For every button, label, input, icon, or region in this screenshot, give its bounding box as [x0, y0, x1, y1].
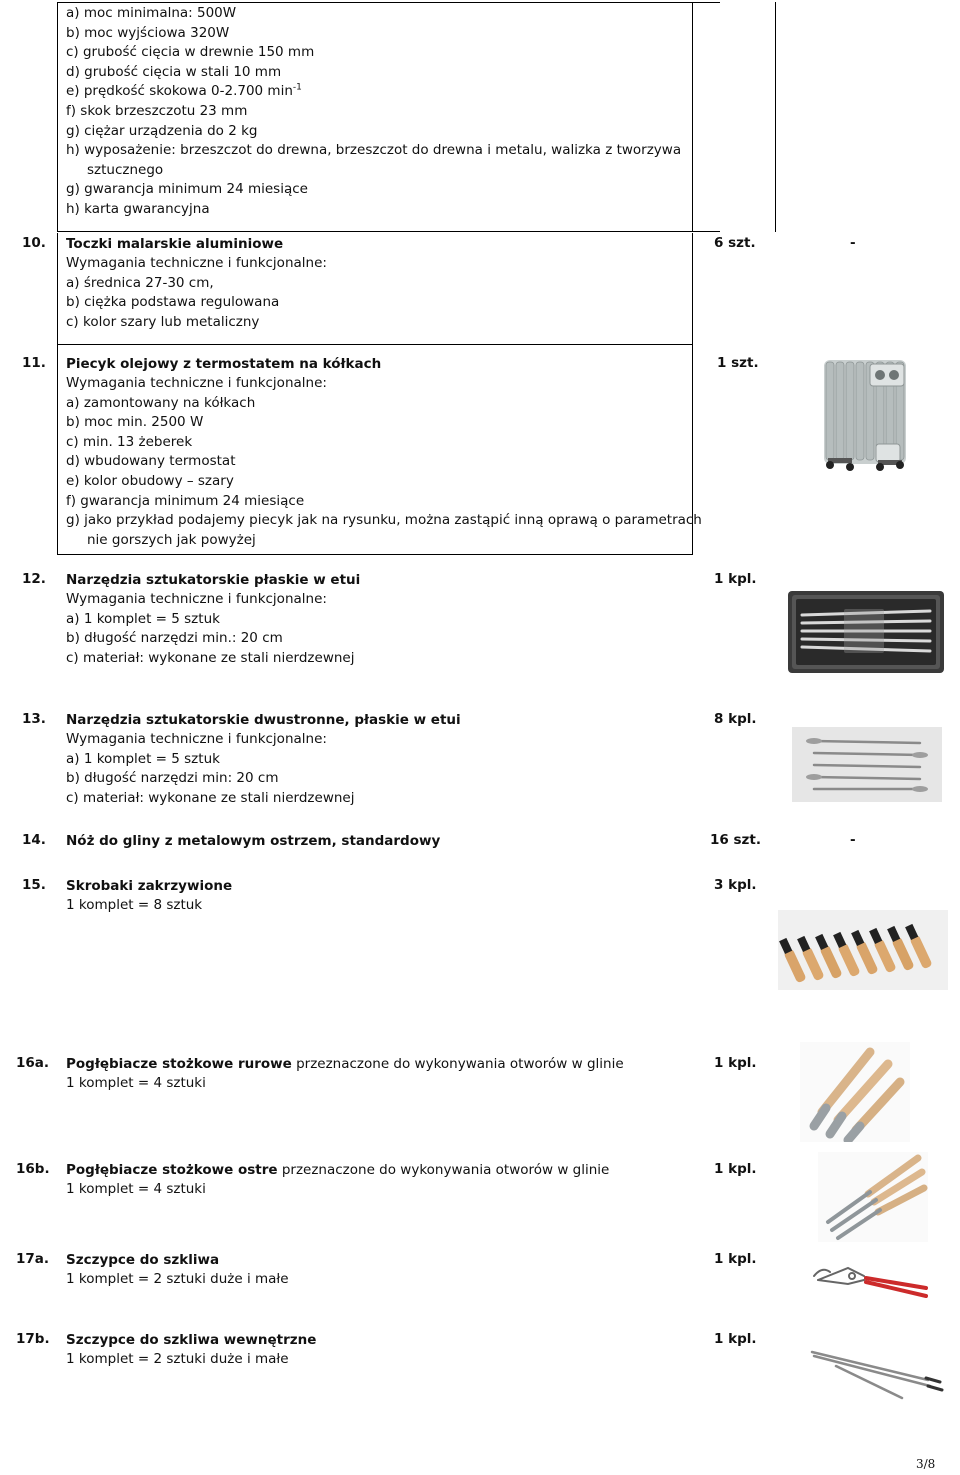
item-quantity: 1 kpl.	[714, 1251, 757, 1267]
spec-line: b) ciężka podstawa regulowana	[66, 294, 280, 311]
item-number: 10.	[22, 235, 46, 251]
glaze-tongs-photo	[808, 1258, 938, 1308]
item-quantity: 8 kpl.	[714, 711, 757, 727]
spec-line: b) moc min. 2500 W	[66, 414, 204, 431]
top-spec-line: d) grubość cięcia w stali 10 mm	[66, 63, 282, 80]
requirements-heading: Wymagania techniczne i funkcjonalne:	[66, 375, 327, 391]
item-title: Szczypce do szkliwa	[66, 1252, 220, 1268]
item-title: Narzędzia sztukatorskie dwustronne, płaskie w etui	[66, 712, 461, 728]
top-block-border-right	[775, 2, 776, 232]
item-quantity: 1 szt.	[717, 355, 759, 371]
spec-line: g) jako przykład podajemy piecyk jak na rysunku, można zastąpić inną oprawą o parametrach	[66, 512, 702, 529]
item-title: Toczki malarskie aluminiowe	[66, 236, 284, 252]
spec-line: 1 komplet = 4 sztuki	[66, 1075, 206, 1091]
no-image-dash: -	[850, 235, 856, 251]
top-spec-list	[66, 4, 681, 220]
item-number: 16b.	[16, 1161, 50, 1177]
pointed-cutters-photo	[818, 1152, 928, 1242]
top-spec-line: b) moc wyjściowa 320W	[66, 24, 230, 41]
spec-line: 1 komplet = 4 sztuki	[66, 1181, 206, 1197]
spec-line: c) min. 13 żeberek	[66, 433, 193, 450]
top-spec-line: g) ciężar urządzenia do 2 kg	[66, 122, 258, 139]
top-block-border-mid	[692, 2, 693, 232]
requirements-heading: Wymagania techniczne i funkcjonalne:	[66, 731, 327, 747]
item-title: Szczypce do szkliwa wewnętrzne	[66, 1332, 317, 1348]
item-spec-list	[66, 1350, 289, 1370]
top-spec-line: c) grubość cięcia w drewnie 150 mm	[66, 44, 315, 61]
spec-line: c) materiał: wykonane ze stali nierdzewnej	[66, 789, 355, 806]
item-11-border-left	[57, 345, 58, 555]
tool-case-photo	[788, 591, 944, 673]
item-number: 17a.	[16, 1251, 50, 1267]
item-title-line	[66, 1161, 609, 1181]
item-10-border-left	[57, 233, 58, 345]
item-spec-list	[66, 896, 202, 916]
spec-line: c) materiał: wykonane ze stali nierdzewnej	[66, 649, 355, 666]
double-tools-photo	[792, 727, 942, 802]
top-block-border-bottom	[57, 231, 720, 232]
spec-line: a) zamontowany na kółkach	[66, 394, 256, 411]
item-title: Pogłębiacze stożkowe rurowe	[66, 1056, 292, 1072]
item-spec-list	[66, 374, 702, 550]
item-number: 12.	[22, 571, 46, 587]
spec-line: nie gorszych jak powyżej	[87, 531, 256, 548]
item-number: 16a.	[16, 1055, 50, 1071]
item-title-line	[66, 1055, 624, 1075]
item-quantity: 1 kpl.	[714, 1161, 757, 1177]
item-title: Nóż do gliny z metalowym ostrzem, standardowy	[66, 833, 441, 849]
item-spec-list	[66, 590, 354, 668]
item-10-border-bottom	[57, 344, 693, 345]
item-spec-list	[66, 1074, 206, 1094]
item-quantity: 1 kpl.	[714, 1055, 757, 1071]
spec-line: a) 1 komplet = 5 sztuk	[66, 610, 220, 627]
item-spec-list	[66, 1270, 289, 1290]
top-spec-line: h) wyposażenie: brzeszczot do drewna, brzeszczot do drewna i metalu, walizka z tworzywa	[66, 142, 682, 159]
item-title: Pogłębiacze stożkowe ostre	[66, 1162, 278, 1178]
item-spec-list	[66, 1180, 206, 1200]
item-description: przeznaczone do wykonywania otworów w glinie	[277, 1162, 610, 1178]
item-10-border-mid	[692, 233, 693, 345]
spec-line: 1 komplet = 2 sztuki duże i małe	[66, 1271, 289, 1287]
item-11-border-bottom	[57, 554, 693, 555]
no-image-dash: -	[850, 832, 856, 848]
item-quantity: 1 kpl.	[714, 1331, 757, 1347]
item-number: 15.	[22, 877, 46, 893]
speed-line-text: e) prędkość skokowa 0-2.700 min	[66, 83, 293, 100]
requirements-heading: Wymagania techniczne i funkcjonalne:	[66, 591, 327, 607]
item-quantity: 1 kpl.	[714, 571, 757, 587]
spec-line: b) długość narzędzi min.: 20 cm	[66, 630, 283, 647]
inner-tongs-photo	[806, 1342, 946, 1402]
tube-cutters-photo	[800, 1042, 910, 1142]
item-quantity: 3 kpl.	[714, 877, 757, 893]
top-spec-line: g) gwarancja minimum 24 miesiące	[66, 181, 308, 198]
spec-line: a) średnica 27-30 cm,	[66, 274, 214, 291]
spec-line: d) wbudowany termostat	[66, 453, 236, 470]
item-quantity: 6 szt.	[714, 235, 756, 251]
item-title: Skrobaki zakrzywione	[66, 878, 233, 894]
top-spec-line	[66, 82, 681, 102]
item-title: Piecyk olejowy z termostatem na kółkach	[66, 356, 382, 372]
requirements-heading: Wymagania techniczne i funkcjonalne:	[66, 255, 327, 271]
item-title: Narzędzia sztukatorskie płaskie w etui	[66, 572, 361, 588]
scrapers-photo	[778, 910, 948, 990]
item-description: przeznaczone do wykonywania otworów w glinie	[291, 1056, 624, 1072]
speed-unit-superscript: -1	[292, 82, 302, 93]
item-spec-list	[66, 254, 327, 332]
spec-line: b) długość narzędzi min: 20 cm	[66, 770, 279, 787]
top-block-border-left	[57, 2, 58, 232]
spec-line: f) gwarancja minimum 24 miesiące	[66, 492, 305, 509]
spec-line: a) 1 komplet = 5 sztuk	[66, 750, 220, 767]
item-number: 17b.	[16, 1331, 50, 1347]
page-number: 3/8	[916, 1457, 936, 1471]
spec-line: 1 komplet = 8 sztuk	[66, 897, 203, 913]
spec-line: e) kolor obudowy – szary	[66, 472, 234, 489]
top-block-border-top	[57, 2, 720, 3]
oil-heater-photo	[818, 350, 914, 475]
top-spec-line: a) moc minimalna: 500W	[66, 5, 237, 21]
item-number: 14.	[22, 832, 46, 848]
spec-line: c) kolor szary lub metaliczny	[66, 313, 260, 330]
top-spec-line: sztucznego	[87, 161, 164, 178]
item-quantity: 16 szt.	[710, 832, 761, 848]
item-spec-list	[66, 730, 354, 808]
top-spec-line: h) karta gwarancyjna	[66, 200, 210, 217]
spec-line: 1 komplet = 2 sztuki duże i małe	[66, 1351, 289, 1367]
item-number: 11.	[22, 355, 46, 371]
item-number: 13.	[22, 711, 46, 727]
top-spec-line: f) skok brzeszczotu 23 mm	[66, 102, 248, 119]
